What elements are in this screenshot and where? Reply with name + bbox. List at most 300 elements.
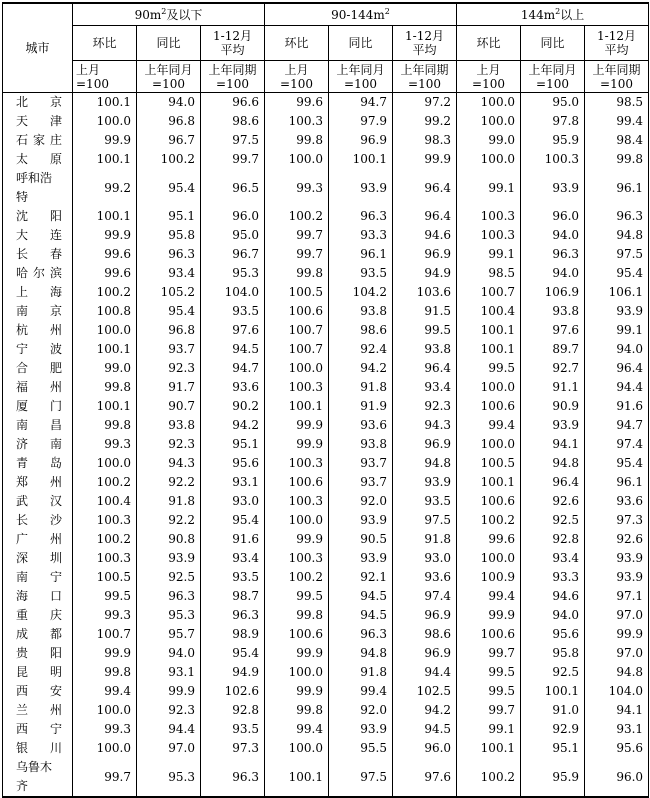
value-cell: 95.9 (521, 758, 585, 797)
value-cell: 100.9 (457, 568, 521, 587)
value-cell: 100.4 (457, 302, 521, 321)
value-cell: 92.3 (393, 397, 457, 416)
table-row (3, 245, 649, 264)
value-cell: 100.1 (457, 340, 521, 359)
city-name (16, 150, 62, 169)
value-cell: 99.8 (73, 378, 137, 397)
value-cell: 93.5 (201, 302, 265, 321)
city-char: 西 (16, 722, 29, 736)
value-cell: 99.6 (265, 93, 329, 113)
value-cell: 91.5 (393, 302, 457, 321)
value-cell: 98.5 (585, 93, 649, 113)
city-cell (3, 720, 73, 739)
city-char: 州 (49, 380, 62, 394)
city-char: 上 (16, 285, 29, 299)
value-cell: 96.3 (201, 758, 265, 797)
city-name (16, 397, 62, 416)
value-cell: 100.2 (265, 207, 329, 226)
value-cell: 90.5 (329, 530, 393, 549)
col-header-mom: 环比 (457, 26, 521, 61)
value-cell: 93.7 (329, 473, 393, 492)
value-cell: 99.5 (457, 359, 521, 378)
value-cell: 96.1 (585, 473, 649, 492)
city-cell (3, 549, 73, 568)
value-cell: 94.6 (521, 587, 585, 606)
col-header-yoy: 同比 (137, 26, 201, 61)
value-cell: 105.2 (137, 283, 201, 302)
city-char: 沈 (16, 209, 29, 223)
value-cell: 93.9 (585, 568, 649, 587)
city-char: 北 (16, 95, 29, 109)
value-cell: 93.0 (393, 549, 457, 568)
city-cell (3, 530, 73, 549)
value-cell: 97.6 (521, 321, 585, 340)
city-char: 门 (49, 399, 62, 413)
value-cell: 91.8 (393, 530, 457, 549)
col-header-mom: 环比 (265, 26, 329, 61)
value-cell: 93.9 (521, 169, 585, 207)
value-cell: 97.5 (585, 245, 649, 264)
value-cell: 100.1 (73, 340, 137, 359)
city-char: 宁 (49, 570, 62, 584)
group-header-suffix: 以上 (560, 7, 585, 22)
value-cell: 99.3 (73, 606, 137, 625)
value-cell: 91.9 (329, 397, 393, 416)
value-cell: 106.1 (585, 283, 649, 302)
city-name (16, 359, 62, 378)
city-char: 济 (16, 437, 29, 451)
value-cell: 93.4 (521, 549, 585, 568)
value-cell: 94.8 (585, 226, 649, 245)
value-cell: 92.4 (329, 340, 393, 359)
value-cell: 96.8 (137, 321, 201, 340)
value-cell: 99.8 (73, 416, 137, 435)
value-cell: 96.0 (201, 207, 265, 226)
base-mom-line1: 上月 (476, 62, 501, 77)
base-avg-line2: =100 (600, 76, 634, 91)
base-header-yoy (329, 61, 393, 93)
city-char: 长 (16, 513, 29, 527)
city-name (16, 511, 62, 530)
value-cell: 99.5 (73, 587, 137, 606)
value-cell: 93.9 (329, 511, 393, 530)
value-cell: 94.0 (521, 226, 585, 245)
city-cell (3, 473, 73, 492)
value-cell: 92.5 (137, 568, 201, 587)
value-cell: 99.3 (265, 169, 329, 207)
value-cell: 92.3 (137, 701, 201, 720)
value-cell: 100.1 (265, 758, 329, 797)
value-cell: 95.4 (201, 644, 265, 663)
city-cell (3, 606, 73, 625)
city-cell (3, 264, 73, 283)
base-mom-line2: =100 (280, 76, 313, 91)
table-row (3, 150, 649, 169)
table-row (3, 378, 649, 397)
value-cell: 100.4 (73, 492, 137, 511)
city-name (16, 454, 62, 473)
value-cell: 94.8 (329, 644, 393, 663)
value-cell: 100.1 (457, 473, 521, 492)
value-cell: 94.6 (393, 226, 457, 245)
value-cell: 99.1 (457, 245, 521, 264)
city-char: 庄 (49, 133, 62, 147)
city-name: 呼和浩特 (16, 171, 53, 204)
value-cell: 100.3 (457, 207, 521, 226)
city-name (16, 378, 62, 397)
value-cell: 99.8 (585, 150, 649, 169)
city-char: 重 (16, 608, 29, 622)
table-row (3, 340, 649, 359)
value-cell: 94.5 (393, 720, 457, 739)
city-char: 长 (16, 247, 29, 261)
city-char: 都 (49, 627, 62, 641)
value-cell: 95.8 (137, 226, 201, 245)
table-row (3, 321, 649, 340)
value-cell: 92.8 (201, 701, 265, 720)
city-char: 汉 (49, 494, 62, 508)
value-cell: 98.5 (457, 264, 521, 283)
value-cell: 94.1 (585, 701, 649, 720)
value-cell: 97.9 (329, 112, 393, 131)
value-cell: 92.6 (585, 530, 649, 549)
value-cell: 96.1 (585, 169, 649, 207)
value-cell: 100.6 (457, 492, 521, 511)
city-cell (3, 416, 73, 435)
value-cell: 97.5 (329, 758, 393, 797)
table-row (3, 739, 649, 758)
value-cell: 92.3 (137, 435, 201, 454)
city-name (16, 549, 62, 568)
value-cell: 95.9 (521, 131, 585, 150)
city-char: 广 (16, 532, 29, 546)
group-header (265, 3, 457, 26)
value-cell: 96.3 (201, 606, 265, 625)
value-cell: 99.7 (201, 150, 265, 169)
value-cell: 97.2 (393, 93, 457, 113)
value-cell: 96.7 (137, 131, 201, 150)
value-cell: 95.1 (137, 207, 201, 226)
city-char: 州 (49, 532, 62, 546)
value-cell: 100.0 (265, 663, 329, 682)
base-header-avg (201, 61, 265, 93)
value-cell: 91.1 (521, 378, 585, 397)
value-cell: 99.7 (265, 245, 329, 264)
base-yoy-line2: =100 (152, 76, 185, 91)
value-cell: 100.1 (73, 150, 137, 169)
city-char: 大 (16, 228, 29, 242)
table-row (3, 682, 649, 701)
value-cell: 90.9 (521, 397, 585, 416)
city-cell (3, 739, 73, 758)
value-cell: 100.0 (457, 435, 521, 454)
city-char: 滨 (49, 266, 62, 280)
value-cell: 93.6 (201, 378, 265, 397)
city-name (16, 321, 62, 340)
value-cell: 96.4 (393, 207, 457, 226)
table-row (3, 549, 649, 568)
table-row (3, 587, 649, 606)
city-cell (3, 682, 73, 701)
city-name (16, 663, 62, 682)
base-mom-line2: =100 (472, 76, 506, 91)
value-cell: 99.9 (265, 682, 329, 701)
value-cell: 100.2 (73, 283, 137, 302)
value-cell: 100.3 (265, 378, 329, 397)
table-row (3, 283, 649, 302)
base-yoy-line2: =100 (344, 76, 377, 91)
city-char: 福 (16, 380, 29, 394)
value-cell: 93.8 (521, 302, 585, 321)
city-char: 西 (16, 684, 29, 698)
value-cell: 95.4 (585, 264, 649, 283)
value-cell: 92.7 (521, 359, 585, 378)
value-cell: 100.1 (265, 397, 329, 416)
base-header-yoy (521, 61, 585, 93)
group-header-base: 90m (134, 7, 162, 22)
value-cell: 100.0 (73, 454, 137, 473)
value-cell: 95.4 (137, 302, 201, 321)
table-row (3, 644, 649, 663)
value-cell: 100.1 (73, 207, 137, 226)
value-cell: 104.0 (201, 283, 265, 302)
city-name (16, 416, 62, 435)
value-cell: 99.6 (73, 264, 137, 283)
value-cell: 100.5 (73, 568, 137, 587)
value-cell: 95.4 (585, 454, 649, 473)
value-cell: 96.7 (201, 245, 265, 264)
value-cell: 92.9 (521, 720, 585, 739)
value-cell: 99.8 (265, 701, 329, 720)
table-row (3, 359, 649, 378)
table-row (3, 701, 649, 720)
value-cell: 90.7 (137, 397, 201, 416)
city-char: 南 (16, 304, 29, 318)
value-cell: 94.3 (137, 454, 201, 473)
city-cell (3, 131, 73, 150)
city-cell (3, 112, 73, 131)
group-header (73, 3, 265, 26)
value-cell: 93.9 (329, 549, 393, 568)
city-char: 家 (32, 133, 45, 147)
group-header-suffix: 及以下 (166, 7, 203, 22)
col-header-avg (585, 26, 649, 61)
value-cell: 100.5 (457, 454, 521, 473)
value-cell: 91.6 (201, 530, 265, 549)
value-cell: 94.8 (393, 454, 457, 473)
value-cell: 95.3 (137, 606, 201, 625)
value-cell: 97.1 (585, 587, 649, 606)
col-header-yoy: 同比 (521, 26, 585, 61)
value-cell: 93.6 (329, 416, 393, 435)
value-cell: 100.8 (73, 302, 137, 321)
value-cell: 90.2 (201, 397, 265, 416)
col-header-avg-line2: 平均 (412, 43, 437, 57)
value-cell: 100.0 (457, 378, 521, 397)
value-cell: 94.4 (137, 720, 201, 739)
table-row (3, 226, 649, 245)
table-row (3, 435, 649, 454)
value-cell: 99.6 (73, 245, 137, 264)
table-row (3, 207, 649, 226)
col-header-avg-line2: 平均 (220, 43, 245, 57)
table-row (3, 131, 649, 150)
value-cell: 99.4 (457, 416, 521, 435)
value-cell: 100.2 (457, 511, 521, 530)
city-cell (3, 169, 73, 207)
value-cell: 99.0 (73, 359, 137, 378)
value-cell: 95.4 (201, 511, 265, 530)
value-cell: 102.5 (393, 682, 457, 701)
value-cell: 96.3 (521, 245, 585, 264)
city-char: 连 (49, 228, 62, 242)
col-header-avg (393, 26, 457, 61)
value-cell: 96.3 (329, 207, 393, 226)
value-cell: 100.2 (137, 150, 201, 169)
value-cell: 98.6 (393, 625, 457, 644)
city-cell (3, 321, 73, 340)
base-avg-line2: =100 (408, 76, 441, 91)
value-cell: 94.0 (137, 644, 201, 663)
value-cell: 103.6 (393, 283, 457, 302)
city-name (16, 435, 62, 454)
value-cell: 99.9 (393, 150, 457, 169)
value-cell: 99.7 (73, 758, 137, 797)
city-cell (3, 701, 73, 720)
value-cell: 93.1 (137, 663, 201, 682)
value-cell: 99.5 (457, 682, 521, 701)
value-cell: 91.0 (521, 701, 585, 720)
city-cell (3, 378, 73, 397)
city-cell (3, 245, 73, 264)
value-cell: 99.9 (73, 131, 137, 150)
city-cell (3, 454, 73, 473)
value-cell: 100.0 (457, 549, 521, 568)
value-cell: 100.6 (457, 397, 521, 416)
value-cell: 92.2 (137, 511, 201, 530)
value-cell: 99.5 (265, 587, 329, 606)
value-cell: 98.3 (393, 131, 457, 150)
value-cell: 97.0 (585, 644, 649, 663)
value-cell: 93.4 (137, 264, 201, 283)
city-char: 郑 (16, 475, 29, 489)
base-mom-line1: 上月 (76, 62, 101, 77)
base-yoy-line2: =100 (536, 76, 570, 91)
city-char: 青 (16, 456, 29, 470)
value-cell: 93.8 (137, 416, 201, 435)
value-cell: 94.9 (393, 264, 457, 283)
city-cell (3, 511, 73, 530)
value-cell: 98.4 (585, 131, 649, 150)
value-cell: 93.8 (393, 340, 457, 359)
value-cell: 96.3 (137, 587, 201, 606)
city-name (16, 644, 62, 663)
value-cell: 94.2 (201, 416, 265, 435)
city-char: 岛 (49, 456, 62, 470)
value-cell: 98.9 (201, 625, 265, 644)
value-cell: 99.9 (265, 435, 329, 454)
city-char: 兰 (16, 703, 29, 717)
value-cell: 92.5 (521, 663, 585, 682)
value-cell: 104.2 (329, 283, 393, 302)
value-cell: 97.8 (521, 112, 585, 131)
city-char: 川 (49, 741, 62, 755)
value-cell: 93.9 (585, 302, 649, 321)
table-row (3, 720, 649, 739)
value-cell: 100.3 (73, 511, 137, 530)
value-cell: 94.0 (137, 93, 201, 113)
city-name (16, 93, 62, 112)
city-name (16, 245, 62, 264)
city-char: 阳 (49, 209, 62, 223)
value-cell: 100.3 (265, 549, 329, 568)
value-cell: 96.9 (393, 435, 457, 454)
value-cell: 94.7 (329, 93, 393, 113)
city-name (16, 568, 62, 587)
city-char: 昌 (49, 418, 62, 432)
value-cell: 96.9 (393, 606, 457, 625)
value-cell: 106.9 (521, 283, 585, 302)
city-char: 银 (16, 741, 29, 755)
city-name (16, 207, 62, 226)
value-cell: 93.8 (329, 302, 393, 321)
value-cell: 93.5 (201, 720, 265, 739)
value-cell: 95.3 (201, 264, 265, 283)
value-cell: 95.3 (137, 758, 201, 797)
base-avg-line1: 上年同期 (208, 62, 257, 77)
city-cell (3, 359, 73, 378)
value-cell: 94.5 (329, 606, 393, 625)
value-cell: 100.1 (457, 321, 521, 340)
value-cell: 92.8 (521, 530, 585, 549)
city-char: 沙 (49, 513, 62, 527)
value-cell: 98.6 (329, 321, 393, 340)
value-cell: 95.6 (521, 625, 585, 644)
base-header-mom (457, 61, 521, 93)
base-avg-line2: =100 (216, 76, 249, 91)
value-cell: 96.3 (137, 245, 201, 264)
table-row (3, 473, 649, 492)
city-name (16, 606, 62, 625)
table-row (3, 625, 649, 644)
value-cell: 94.7 (201, 359, 265, 378)
city-char: 石 (16, 133, 29, 147)
value-cell: 94.7 (585, 416, 649, 435)
value-cell: 94.3 (393, 416, 457, 435)
city-char: 杭 (16, 323, 29, 337)
value-cell: 91.8 (329, 378, 393, 397)
value-cell: 97.3 (585, 511, 649, 530)
value-cell: 97.0 (137, 739, 201, 758)
value-cell: 100.0 (73, 321, 137, 340)
value-cell: 93.6 (393, 568, 457, 587)
value-cell: 100.1 (457, 739, 521, 758)
city-char: 圳 (49, 551, 62, 565)
city-name (16, 264, 62, 283)
city-char: 明 (49, 665, 62, 679)
value-cell: 100.0 (73, 701, 137, 720)
city-name (16, 587, 62, 606)
city-char: 州 (49, 475, 62, 489)
base-yoy-line1: 上年同月 (528, 62, 577, 77)
value-cell: 95.1 (201, 435, 265, 454)
base-header-avg (585, 61, 649, 93)
value-cell: 95.1 (521, 739, 585, 758)
value-cell: 95.7 (137, 625, 201, 644)
value-cell: 93.9 (521, 416, 585, 435)
value-cell: 99.4 (457, 587, 521, 606)
value-cell: 96.0 (521, 207, 585, 226)
